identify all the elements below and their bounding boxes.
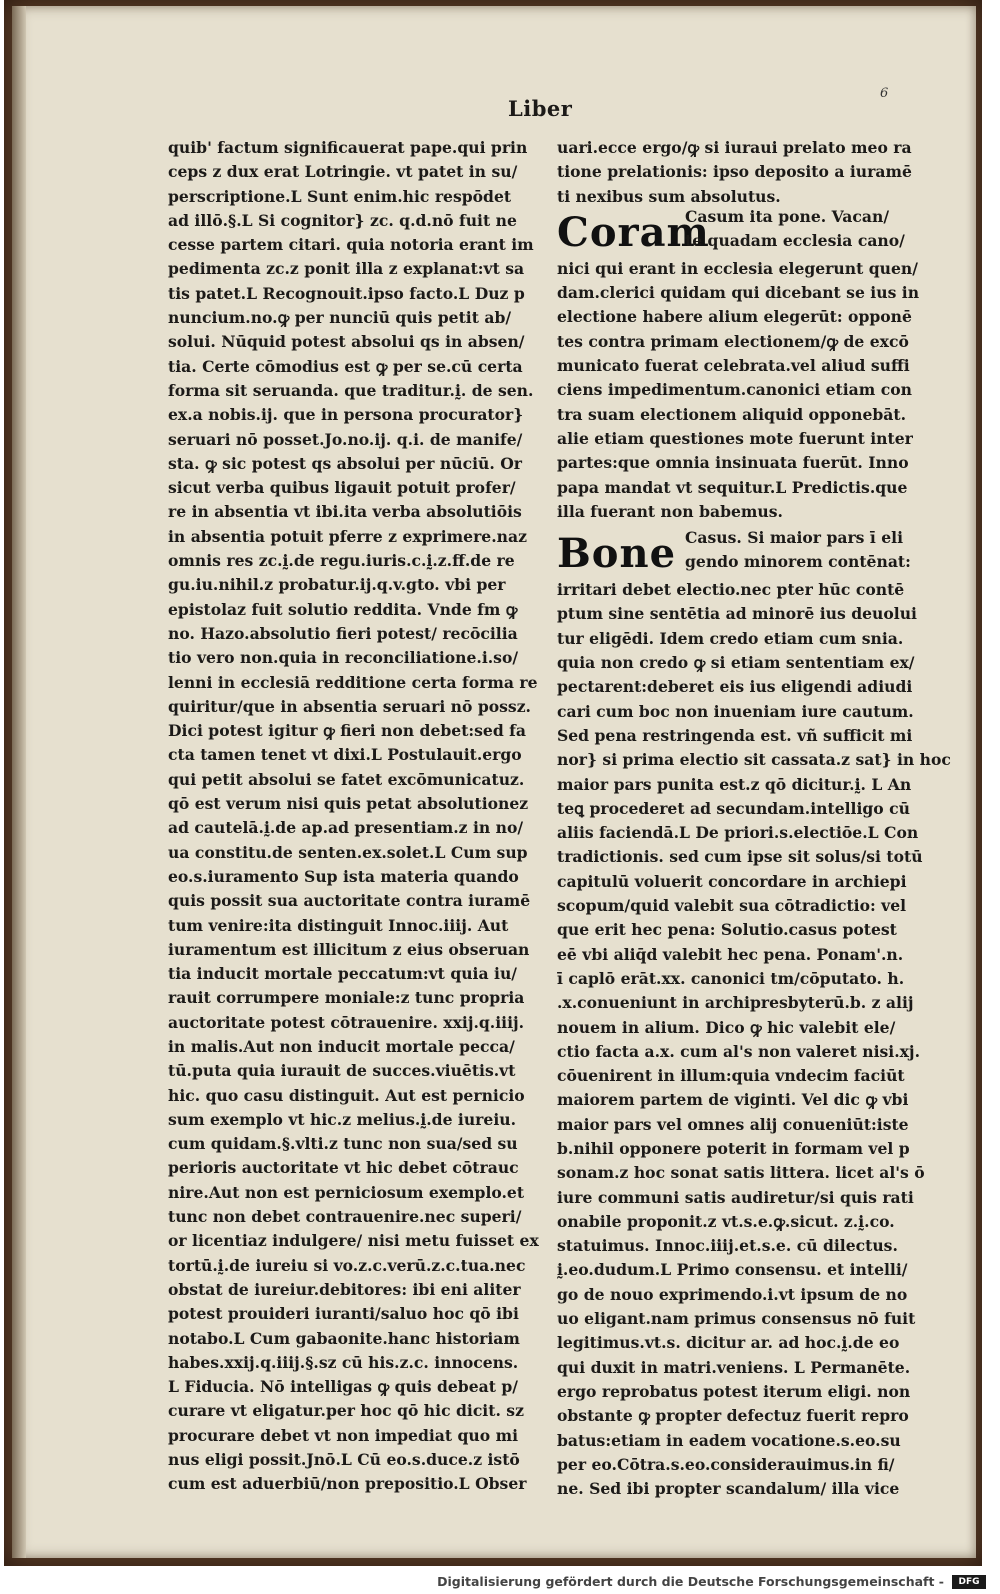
text-line: ḭ.eo.dudum.L Primo consensu. et intelli/ <box>557 1260 908 1280</box>
text-line: nus eligi possit.Jnō.L Cū eo.s.duce.z istō <box>168 1450 520 1470</box>
text-line: electione habere alium elegerūt: opponē <box>557 307 912 327</box>
text-line: hic. quo casu distinguit. Aut est pernicio <box>168 1085 525 1105</box>
text-line: tortū.ḭ.de iureiu si vo.z.c.verū.z.c.tua.nec <box>168 1255 526 1275</box>
text-line: partes:que omnia insinuata fuerūt. Inno <box>557 453 909 473</box>
text-line: maior pars punita est.z qō dicitur.ḭ. L An <box>557 774 912 794</box>
text-line: ergo reprobatus potest iterum eligi. non <box>557 1381 911 1401</box>
text-line: legitimus.vt.s. dicitur ar. ad hoc.ḭ.de eo <box>557 1333 900 1353</box>
text-line: lenni in ecclesiā redditione certa forma re <box>168 672 538 692</box>
text-line: Sed pena restringenda est. vñ sufficit mi <box>557 725 913 745</box>
text-line: go de nouo exprimendo.i.vt ipsum de no <box>557 1284 908 1304</box>
text-line: obstante ꝙ propter defectuz fuerit repro <box>557 1406 909 1426</box>
text-line: cum est aduerbiū/non prepositio.L Obser <box>168 1474 527 1494</box>
text-line: Dici potest igitur ꝙ fieri non debet:sed fa <box>168 721 526 741</box>
page-gutter <box>12 6 26 1558</box>
text-line: quiritur/que in absentia seruari nō possz. <box>168 696 531 716</box>
text-line: per eo.Cōtra.s.eo.considerauimus.in fi/ <box>557 1454 895 1474</box>
text-line: municato fuerat celebrata.vel aliud suffi <box>557 356 910 376</box>
text-line: tia inducit mortale peccatum:vt quia iu/ <box>168 964 517 984</box>
text-line: tunc non debet contrauenire.nec superi/ <box>168 1207 522 1227</box>
text-line: notabo.L Cum gabaonite.hanc historiam <box>168 1328 520 1348</box>
text-line: tū.puta quia iurauit de succes.viuētis.vt <box>168 1061 516 1081</box>
bone-section-heading <box>557 528 911 578</box>
text-line: in malis.Aut non inducit mortale pecca/ <box>168 1036 515 1056</box>
text-line: eē vbi aliq̄d valebit hec pena. Ponam'.n. <box>557 944 904 964</box>
text-line: irritari debet electio.nec pter hūc contē <box>557 580 905 600</box>
text-line: maior pars vel omnes alij conueniūt:iste <box>557 1114 909 1134</box>
text-line: obstat de iureiur.debitores: ibi eni aliter <box>168 1279 521 1299</box>
dfg-logo: DFG <box>952 1575 986 1589</box>
folio-number: 6 <box>880 86 889 101</box>
text-line: procurare debet vt non impediat quo mi <box>168 1425 519 1445</box>
text-line: ciens impedimentum.canonici etiam con <box>557 380 912 400</box>
text-line: tia. Certe cōmodius est ꝙ per se.cū certa <box>168 356 523 376</box>
text-line: nici qui erant in ecclesia elegerunt quen/ <box>557 258 918 278</box>
text-line: pectarent:deberet eis ius eligendi adiudi <box>557 677 913 697</box>
text-line: nouem in alium. Dico ꝙ hic valebit ele/ <box>557 1017 896 1037</box>
running-head: Liber <box>508 96 573 121</box>
text-line: seruari nō posset.Jo.no.ij. q.i. de manife/ <box>168 429 523 449</box>
text-line: no. Hazo.absolutio fieri potest/ recōcilia <box>168 623 518 643</box>
text-line: curare vt eligatur.per hoc qō hic dicit. sz <box>168 1401 524 1421</box>
text-line: ad cautelā.ḭ.de ap.ad presentiam.z in no/ <box>168 818 524 838</box>
bone-heading-line-2: gendo minorem contēnat: <box>685 552 911 572</box>
text-line: .x.conueniunt in archipresbyterū.b. z alij <box>557 993 914 1013</box>
text-line: omnis res zc.ḭ.de regu.iuris.c.ḭ.z.ff.de re <box>168 551 515 571</box>
text-line: tradictionis. sed cum ipse sit solus/si totū <box>557 847 923 867</box>
text-line: qui petit absolui se fatet excōmunicatuz. <box>168 769 525 789</box>
text-line: tis patet.L Recognouit.ipso facto.L Duz p <box>168 283 525 303</box>
text-line: teꝗ procederet ad secundam.intelligo cū <box>557 798 910 818</box>
text-line: que erit hec pena: Solutio.casus potest <box>557 920 897 940</box>
text-line: potest prouideri iuranti/saluo hoc qō ibi <box>168 1304 519 1324</box>
text-line: quia non credo ꝙ si etiam sententiam ex/ <box>557 653 915 673</box>
text-line: statuimus. Innoc.iiij.et.s.e. cū dilectus. <box>557 1236 898 1256</box>
right-column <box>557 136 951 1501</box>
bone-heading-line-1: Casus. Si maior pars ī eli <box>685 528 904 548</box>
text-line: nor} si prima electio sit cassata.z sat} in hoc <box>557 750 951 770</box>
text-line: sta. ꝙ sic potest qs absolui per nūciū. Or <box>168 453 523 473</box>
text-line: sicut verba quibus ligauit potuit profer/ <box>168 478 516 498</box>
text-line: forma sit seruanda. que traditur.ḭ. de sen. <box>168 380 534 400</box>
text-line: b.nihil opponere poterit in formam vel p <box>557 1138 910 1158</box>
text-line: uo eligant.nam primus consensus nō fuit <box>557 1309 916 1329</box>
text-line: nuncium.no.ꝙ per nunciū quis petit ab/ <box>168 308 512 328</box>
text-line: in absentia potuit pferre z exprimere.naz <box>168 526 527 546</box>
text-line: aliis faciendā.L De priori.s.electiōe.L Con <box>557 823 919 843</box>
text-line: perscriptione.L Sunt enim.hic respōdet <box>168 186 512 206</box>
text-line: qui duxit in matri.veniens. L Permanēte. <box>557 1357 911 1377</box>
text-line: dam.clerici quidam qui dicebant se ius in <box>557 283 920 303</box>
coram-heading-line-1: Casum ita pone. Vacan/ <box>685 206 890 226</box>
text-line: solui. Nūquid potest absolui qs in absen/ <box>168 332 525 352</box>
text-line: perioris auctoritate vt hic debet cōtrauc <box>168 1158 519 1178</box>
text-line: or licentiaz indulgere/ nisi metu fuisset ex <box>168 1231 539 1251</box>
text-line: alie etiam questiones mote fuerunt inter <box>557 428 913 448</box>
text-line: quib' factum significauerat pape.qui prin <box>168 138 528 157</box>
text-line: tione prelationis: ipso deposito a iuramē <box>557 162 912 182</box>
text-line: scopum/quid valebit sua cōtradictio: vel <box>557 896 907 916</box>
text-line: ceps z dux erat Lotringie. vt patet in su/ <box>168 162 518 182</box>
text-line: cum quidam.§.vlti.z tunc non sua/sed su <box>168 1134 518 1154</box>
text-line: illa fuerant non babemus. <box>557 501 783 521</box>
text-line: uari.ecce ergo/ꝙ si iuraui prelato meo ra <box>557 138 912 157</box>
text-line: cōuenirent in illum:quia vndecim faciūt <box>557 1066 905 1086</box>
text-line: rauit corrumpere moniale:z tunc propria <box>168 988 525 1008</box>
funding-notice: Digitalisierung gefördert durch die Deutsche Forschungsgemeinschaft - <box>437 1574 944 1589</box>
text-line: iuramentum est illicitum z eius obseruan <box>168 939 530 959</box>
text-line: L Fiducia. Nō intelligas ꝙ quis debeat p/ <box>168 1377 518 1397</box>
text-line: re in absentia vt ibi.ita verba absolutiōis <box>168 502 522 522</box>
text-line: pedimenta zc.z ponit illa z explanat:vt sa <box>168 259 525 279</box>
footer-bar <box>0 1572 1000 1594</box>
text-line: batus:etiam in eadem vocatione.s.eo.su <box>557 1430 901 1450</box>
text-line: quis possit sua auctoritate contra iuramē <box>168 891 531 911</box>
text-line: tum venire:ita distinguit Innoc.iiij. Aut <box>168 915 509 935</box>
text-line: tio vero non.quia in reconciliatione.i.so/ <box>168 648 519 668</box>
text-line: ex.a nobis.ij. que in persona procurator} <box>168 405 524 425</box>
coram-heading-line-2: te quadam ecclesia cano/ <box>685 230 905 250</box>
coram-initial: Coram <box>557 208 710 256</box>
coram-section-heading <box>557 206 907 257</box>
text-line: ti nexibus sum absolutus. <box>557 186 781 206</box>
left-column <box>168 136 539 1497</box>
text-line: epistolaz fuit solutio reddita. Vnde fm ꝙ <box>168 599 518 619</box>
text-line: tes contra primam electionem/ꝙ de excō <box>557 331 909 351</box>
text-line: ctio facta a.x. cum al's non valeret nisi.xj. <box>557 1041 920 1061</box>
text-line: capitulū voluerit concordare in archiepi <box>557 871 907 891</box>
text-line: cesse partem citari. quia notoria erant im <box>168 235 534 255</box>
text-line: ad illō.§.L Si cognitor} zc. q.d.nō fuit ne <box>168 210 517 230</box>
text-line: tur eligēdi. Idem credo etiam cum snia. <box>557 628 904 648</box>
text-line: papa mandat vt sequitur.L Predictis.que <box>557 477 908 497</box>
text-line: ptum sine sentētia ad minorē ius deuolui <box>557 604 917 624</box>
text-line: habes.xxij.q.iiij.§.sz cū his.z.c. innocens. <box>168 1352 519 1372</box>
text-line: sum exemplo vt hic.z melius.ḭ.de iureiu. <box>168 1109 517 1129</box>
text-line: ī caplō erāt.xx. canonici tm/cōputato. h. <box>557 968 905 988</box>
text-line: tra suam electionem aliquid opponebāt. <box>557 404 907 424</box>
text-line: maiorem partem de viginti. Vel dic ꝙ vbi <box>557 1090 909 1110</box>
text-line: onabile proponit.z vt.s.e.ꝙ.sicut. z.ḭ.co. <box>557 1211 895 1231</box>
text-line: qō est verum nisi quis petat absolutionez <box>168 794 529 814</box>
text-line: sonam.z hoc sonat satis littera. licet al's ō <box>557 1163 925 1183</box>
text-line: cari cum boc non inueniam iure cautum. <box>557 701 914 721</box>
text-line: gu.iu.nihil.z probatur.ij.q.v.gto. vbi per <box>168 575 506 595</box>
text-line: ua constitu.de senten.ex.solet.L Cum sup <box>168 842 528 862</box>
text-line: cta tamen tenet vt dixi.L Postulauit.ergo <box>168 745 522 765</box>
text-line: iure communi satis audiretur/si quis rati <box>557 1187 914 1207</box>
text-line: auctoritate potest cōtrauenire. xxij.q.iiij. <box>168 1012 525 1032</box>
text-line: ne. Sed ibi propter scandalum/ illa vice <box>557 1479 900 1499</box>
text-line: nire.Aut non est perniciosum exemplo.et <box>168 1182 525 1202</box>
bone-initial: Bone <box>557 530 677 578</box>
text-line: eo.s.iuramento Sup ista materia quando <box>168 866 519 886</box>
